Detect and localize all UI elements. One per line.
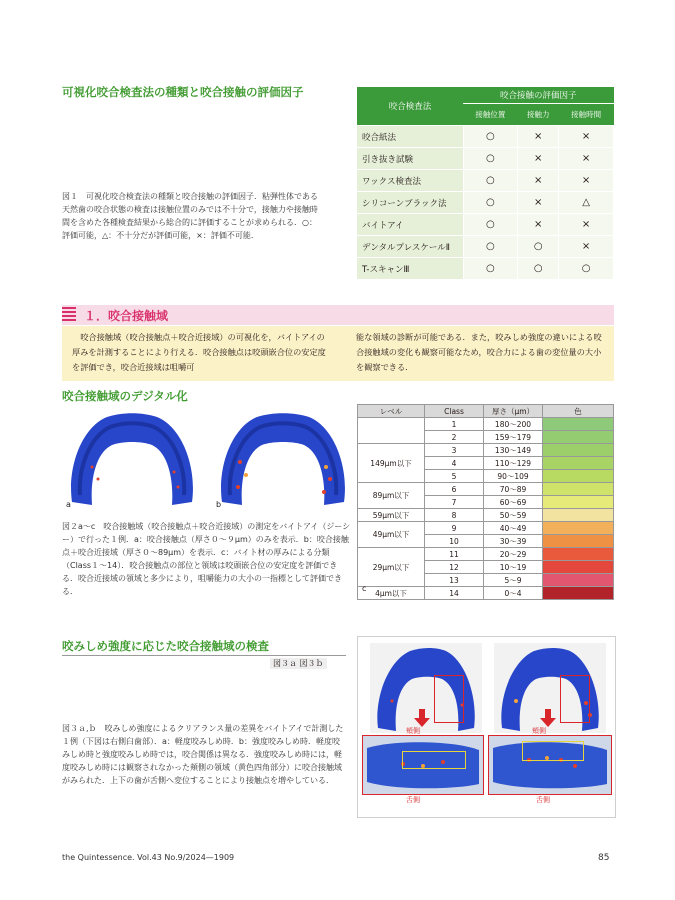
section4-rule [62, 655, 346, 656]
section-title-occlusal-contact: １．咬合接触域 [84, 309, 169, 323]
table1-cell: ○ [559, 258, 614, 280]
table2-class: 3 [425, 444, 484, 457]
table2-header-thickness: 厚さ（μm） [484, 405, 543, 418]
table1-cell: ○ [518, 258, 559, 280]
fig3b-red-box [560, 675, 590, 723]
table1-cell: ○ [463, 126, 518, 148]
fig3a-buccal-label: 頬側 [406, 727, 420, 735]
table2-class: 10 [425, 535, 484, 548]
fig3-figref: 図３ａ 図３ｂ [270, 658, 327, 669]
table1-cell: × [518, 170, 559, 192]
table2-level-empty [358, 418, 425, 444]
table2-thickness: 0〜4 [484, 587, 543, 600]
fig3b-buccal-label: 頬側 [532, 727, 546, 735]
section-summary-box [62, 326, 614, 381]
table1-cell: ○ [518, 236, 559, 258]
table2-level: 49μm以下 [358, 522, 425, 548]
fig3b-yellow-box [522, 741, 584, 761]
table2-color-swatch [543, 561, 614, 574]
fig2a-arch-image [62, 407, 202, 512]
table1-cell: × [559, 148, 614, 170]
table1-cell: ○ [463, 214, 518, 236]
table2-class: 12 [425, 561, 484, 574]
table2-color-swatch [543, 431, 614, 444]
table2-class: 2 [425, 431, 484, 444]
table1-method: T-スキャンⅢ [357, 258, 463, 280]
table2-thickness: 30〜39 [484, 535, 543, 548]
table1-method-header: 咬合検査法 [357, 87, 463, 126]
table2-thickness: 5〜9 [484, 574, 543, 587]
table2-thickness: 50〜59 [484, 509, 543, 522]
table2-class: 7 [425, 496, 484, 509]
thickness-class-table [357, 404, 614, 600]
evaluation-factor-table [357, 87, 614, 280]
table1-cell: ○ [463, 192, 518, 214]
fig3b-lingual-label: 舌側 [536, 796, 550, 804]
table2-class: 8 [425, 509, 484, 522]
table2-class: 4 [425, 457, 484, 470]
table2-color-swatch [543, 444, 614, 457]
fig3b-down-arrow-icon [540, 709, 556, 727]
fig2b-arch-image [212, 407, 354, 512]
table2-level: 59μm以下 [358, 509, 425, 522]
table1-method: 引き抜き試験 [357, 148, 463, 170]
table2-level: 149μm以下 [358, 444, 425, 483]
table2-header-class: Class [425, 405, 484, 418]
page-number: 85 [598, 853, 610, 863]
table2-color-swatch [543, 522, 614, 535]
table1-cell: ○ [463, 148, 518, 170]
table2-color-swatch [543, 574, 614, 587]
table1-cell: ○ [463, 170, 518, 192]
table2-color-swatch [543, 535, 614, 548]
section-title-clenching: 咬みしめ強度に応じた咬合接触域の検査 [62, 639, 269, 653]
summary-right-text: 能な領域の診断が可能である．また，咬みしめ強度の違いによる咬合接触域の変化も観察可能なため，咬合力による歯の変位量の大小を観察できる． [356, 332, 602, 372]
table2-c-label: c [362, 584, 367, 593]
table1-method: デンタルプレスケールⅡ [357, 236, 463, 258]
fig3a-yellow-box [402, 751, 466, 769]
table2-color-swatch [543, 548, 614, 561]
table1-group-header: 咬合接触の評価因子 [463, 87, 614, 104]
table1-cell: × [518, 214, 559, 236]
section-title-visual-methods: 可視化咬合検査法の種類と咬合接触の評価因子 [62, 85, 304, 99]
table2-class: 9 [425, 522, 484, 535]
table1-cell: × [518, 126, 559, 148]
section-title-digitization: 咬合接触域のデジタル化 [62, 389, 188, 403]
summary-left-text: 咬合接触域（咬合接触点＋咬合近接域）の可視化を，バイトアイの厚みを計測することにより行える．咬合接触点は咬頭嵌合位の安定度を評価でき，咬合近接域は咀嚼可 [72, 332, 326, 372]
table2-level: 89μm以下 [358, 483, 425, 509]
table2-level: 4μm以下 [375, 588, 407, 598]
table2-thickness: 40〜49 [484, 522, 543, 535]
fig2-caption: 図２a〜c 咬合接触域（咬合接触点＋咬合近接域）の測定をバイトアイ（ジーシー）で行った１例．a：咬合接触点（厚さ０〜９μm）のみを表示．b：咬合接触点＋咬合近接域（厚さ０〜89μm）を表示．c：バイト材の厚みによる分類（Class１〜14）．咬合接触点の部位と領域は咬頭嵌合位の安定度を評価できる．咬合近接域の領域と多少により，咀嚼能力の大小の一指標として評価できる． [62, 522, 351, 596]
table2-class: 13 [425, 574, 484, 587]
table1-col-position: 接触位置 [463, 104, 518, 126]
table1-cell: × [559, 236, 614, 258]
table1-cell: × [518, 148, 559, 170]
table2-thickness: 180〜200 [484, 418, 543, 431]
table2-thickness: 130〜149 [484, 444, 543, 457]
table2-level-last [358, 584, 425, 600]
table1-cell: △ [559, 192, 614, 214]
table2-color-swatch [543, 470, 614, 483]
table2-thickness: 10〜19 [484, 561, 543, 574]
table2-thickness: 90〜109 [484, 470, 543, 483]
table2-class: 11 [425, 548, 484, 561]
table2-thickness: 20〜29 [484, 548, 543, 561]
table1-method: ワックス検査法 [357, 170, 463, 192]
table2-class: 6 [425, 483, 484, 496]
section-band-occlusal-contact [62, 305, 614, 325]
fig3-caption: 図３ａ,ｂ 咬みしめ強度によるクリアランス量の差異をバイトアイで計測した１例（下図は右側臼歯部）．a：軽度咬みしめ時．b：強度咬みしめ時．軽度咬みしめ時と強度咬みしめ時では，咬合関係は異なる．強度咬みしめ時には，軽度咬みしめ時には観察されなかった頬側の領域（黄色四角部分）に咬合接触域がみられた．上下の歯が舌側へ変位することにより接触点を増やしている． [62, 724, 344, 785]
table2-color-swatch [543, 418, 614, 431]
table2-thickness: 159〜179 [484, 431, 543, 444]
table1-cell: × [559, 126, 614, 148]
table2-color-swatch [543, 483, 614, 496]
table1-col-time: 接触時間 [559, 104, 614, 126]
fig2b-label: b [216, 500, 222, 509]
table2-class: 1 [425, 418, 484, 431]
fig3a-down-arrow-icon [414, 709, 430, 727]
table1-cell: × [518, 192, 559, 214]
table1-method: 咬合紙法 [357, 126, 463, 148]
table2-color-swatch [543, 457, 614, 470]
footer-journal: the Quintessence. Vol.43 No.9/2024—1909 [62, 853, 235, 862]
table2-color-swatch [543, 587, 614, 600]
fig3a-red-box [434, 675, 464, 723]
table2-header-color: 色 [543, 405, 614, 418]
table2-thickness: 60〜69 [484, 496, 543, 509]
table2-thickness: 110〜129 [484, 457, 543, 470]
fig3a-lingual-label: 舌側 [406, 796, 420, 804]
table1-cell: × [559, 214, 614, 236]
table2-level: 29μm以下 [358, 548, 425, 587]
table1-col-force: 接触力 [518, 104, 559, 126]
table1-cell: ○ [463, 236, 518, 258]
table2-color-swatch [543, 509, 614, 522]
table2-header-level: レベル [358, 405, 425, 418]
fig3-image-panel [357, 636, 616, 818]
fig1-caption: 図１ 可視化咬合検査法の種類と咬合接触の評価因子．粘弾性体である天然歯の咬合状態の検査は接触位置のみでは不十分で，接触力や接触時間を含めた各種検査結果から総合的に評価することが求められる．○：評価可能，△：不十分だが評価可能，×：評価不可能． [62, 192, 318, 240]
table1-cell: ○ [463, 258, 518, 280]
section-band-mark-icon [62, 307, 76, 323]
table2-color-swatch [543, 496, 614, 509]
table1-method: シリコーンブラック法 [357, 192, 463, 214]
table2-thickness: 70〜89 [484, 483, 543, 496]
table2-class: 5 [425, 470, 484, 483]
table1-method: バイトアイ [357, 214, 463, 236]
table1-cell: × [559, 170, 614, 192]
table2-class: 14 [425, 587, 484, 600]
fig2a-label: a [66, 500, 71, 509]
